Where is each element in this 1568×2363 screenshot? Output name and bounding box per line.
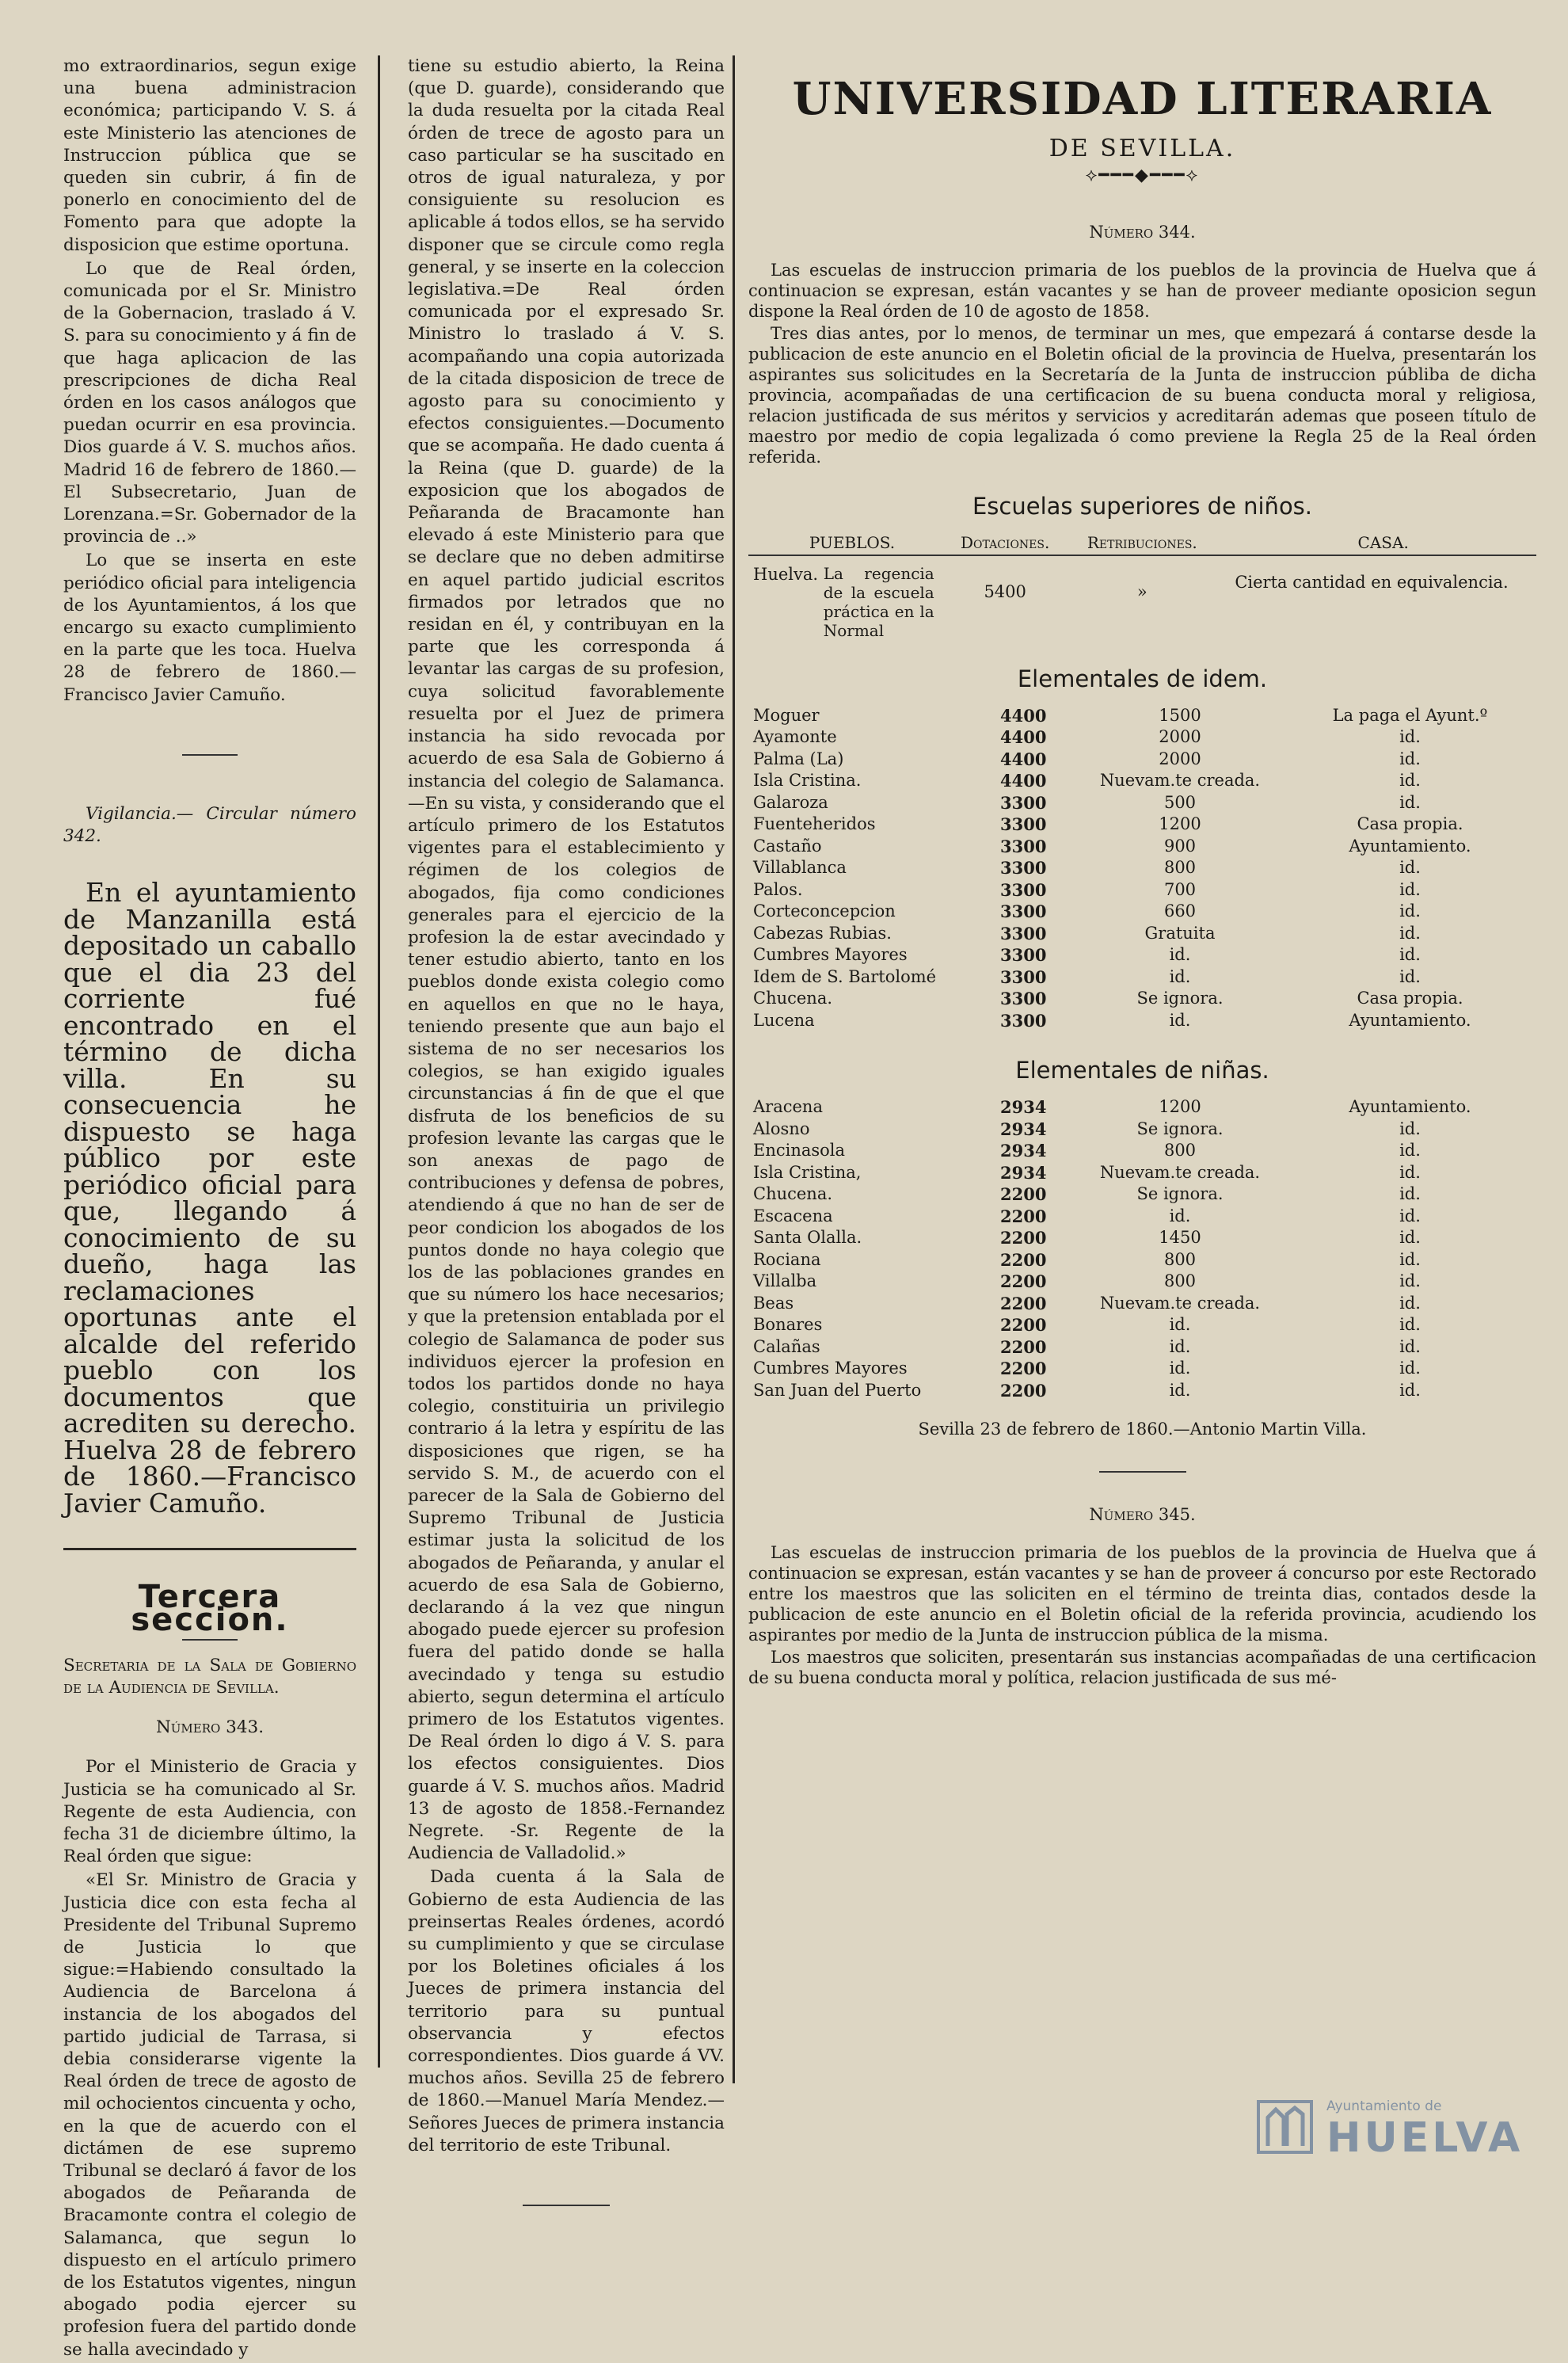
table-row [748, 1140, 1536, 1162]
town-name: Cumbres Mayores [753, 945, 908, 964]
cell-retribucion: id. [1169, 966, 1191, 986]
cell-casa: Cierta cantidad en equivalencia. [1235, 572, 1509, 592]
town-name: Huelva. [753, 564, 819, 584]
cell-dotacion: 4400 [1000, 727, 1047, 747]
cell-dotacion: 4400 [1000, 771, 1047, 791]
paragraph: Por el Ministerio de Gracia y Justicia se ha comunicado al Sr. Regente de esta Audiencia, con fecha 31 de diciembre último, la Real órden que sigue: [63, 1757, 356, 1867]
divider [523, 2205, 610, 2206]
notice-body: En el ayuntamiento de Manzanilla está depositado un caballo que el dia 23 del corriente fué encontrado en el término de dicha villa. En su consecuencia he dispuesto se haga público por este periódico oficial para que, llegando á conocimiento de su dueño, haga las reclamaciones oportunas ante el alcalde del referido pueblo con los documentos que acrediten su derecho. Huelva 28 de febrero de 1860.—Francisco Javier Camuño. [63, 877, 356, 1519]
cell-dotacion: 3300 [1000, 858, 1047, 878]
divider [63, 1548, 356, 1550]
table-title: Elementales de niñas. [1015, 1057, 1269, 1084]
table-title: Elementales de idem. [1017, 665, 1268, 692]
cell-casa: Casa propia. [1357, 989, 1463, 1008]
cell-retribucion: Nuevam.te creada. [1099, 771, 1261, 790]
table-row [748, 988, 1536, 1010]
cell-casa: id. [1399, 1315, 1421, 1334]
section-heading: Vigilancia.— Circular número 342. [63, 803, 356, 847]
town-name: Cumbres Mayores [753, 1359, 908, 1378]
paragraph: «El Sr. Ministro de Gracia y Justicia dice con esta fecha al Presidente del Tribunal Supremo de Justicia lo que sigue:=Habiendo consultado la Audiencia de Barcelona á instancia de los abogados del partido judicial de Tarrasa, si debia considerarse vigente la Real órden de trece de agosto de mil ochocientos cincuenta y ocho, en la que de acuerdo con el dictámen de ese supremo Tribunal se declaró á favor de los abogados de Peñaranda de Bracamonte contra el colegio de Salamanca, que segun lo dispuesto en el artículo primero de los Estatutos vigentes, ningun abogado podia ejercer su profesion fuera del partido donde se halla avecindado y [63, 1870, 356, 2360]
table-row [748, 1358, 1536, 1380]
table-row [748, 1096, 1536, 1119]
cell-dotacion: 2200 [1000, 1336, 1047, 1357]
cell-retribucion: 1500 [1159, 705, 1201, 725]
cell-retribucion: Gratuita [1144, 923, 1216, 943]
cell-retribucion: 700 [1163, 879, 1197, 899]
cell-retribucion: id. [1169, 1380, 1191, 1400]
cell-dotacion: 2200 [1000, 1206, 1047, 1226]
paragraph: mo extraordinarios, segun exige una buena administracion económica; participando V. S. á este Ministerio las atenciones de Instruccion pública que se queden sin cubrir, á fin de ponerlo en conocimiento del de Fomento para que adopte la disposicion que estime oportuna. [63, 56, 356, 255]
cell-dotacion: 2200 [1000, 1271, 1047, 1291]
cell-dotacion: 3300 [1000, 989, 1047, 1008]
cell-dotacion: 3300 [1000, 966, 1047, 987]
cell-dotacion: 3300 [1000, 879, 1047, 900]
town-name: Galaroza [753, 792, 828, 812]
cell-dotacion: 2200 [1000, 1315, 1047, 1335]
paragraph: tiene su estudio abierto, la Reina (que D. guarde), considerando que la duda resuelta por la citada Real órden de trece de agosto para un caso particular se ha suscitado en otros de igual naturaleza, y por consiguiente su resolucion es aplicable á todos ellos, se ha servido disponer que se circule como regla general, y se inserte en la coleccion legislativa.=De Real órden comunicada por el expresado Sr. Ministro lo traslado á V. S. acompañando una copia autorizada de la citada disposicion de trece de agosto para su conocimiento y efectos consiguientes.—Documento que se acompaña. He dado cuenta á la Reina (que D. guarde) de la exposicion que los abogados de Peñaranda de Bracamonte han elevado á este Ministerio para que se declare que no deben admitirse en aquel partido judicial escritos firmados por letrados que no residan en él, y contribuyan en la parte que les corresponda á levantar las cargas de su profesion, cuya solicitud favorablemente resuelta por el Juez de primera instancia ha sido revocada por acuerdo de esa Sala de Gobierno á instancia del colegio de Salamanca.—En su vista, y considerando que el artículo primero de los Estatutos vigentes para el establecimiento y régimen de los colegios de abogados, fija como condiciones generales para el ejercicio de la profesion la de estar avecindado y tener estudio abierto, tanto en los pueblos donde exista colegio como en aquellos en que no le haya, teniendo presente que aun bajo el sistema de no ser necesarios los colegios, se han exigido iguales circunstancias á fin de que el que disfruta de los beneficios de su profesion levante las cargas que le son anexas de pago de contribuciones y defensa de pobres, atendiendo á que no han de ser de peor condicion los abogados de los puntos donde no haya colegio que los de las poblaciones grandes en que su número los hace necesarios; y que la pretension entablada por el colegio de Salamanca de poder sus individuos ejercer la profesion en todos los partidos donde no haya colegio, constituiria un privilegio contrario á la letra y espíritu de las disposiciones que rigen, se ha servido S. M., de acuerdo con el parecer de la Sala de Gobierno del Supremo Tribunal de Justicia estimar justa la solicitud de los abogados de Peñaranda, y anular el acuerdo de esa Sala de Gobierno, declarando á la vez que ningun abogado puede ejercer su profesion fuera del patido donde se halla avecindado y tenga su estudio abierto, segun determina el artículo primero de los Estatutos vigentes. De Real órden lo digo á V. S. para los efectos consiguientes. Dios guarde á V. S. muchos años. Madrid 13 de agosto de 1858.-Fernandez Negrete. -Sr. Regente de la Audiencia de Valladolid.» [408, 56, 725, 1864]
cell-dotacion: 2200 [1000, 1184, 1047, 1204]
town-name: Fuenteheridos [753, 814, 876, 833]
cell-casa: id. [1399, 1359, 1421, 1378]
ninos-table [748, 705, 1536, 1032]
table-row [748, 1314, 1536, 1336]
cell-retribucion: id. [1169, 1206, 1191, 1225]
table-row [748, 901, 1536, 923]
section-title: Tercera seccion. [131, 1579, 289, 1638]
paragraph: Lo que de Real órden, comunicada por el Sr. Ministro de la Gobernacion, traslado á V. S. para su conocimiento y á fin de que haga aplicacion de las prescripciones de dicha Real órden en los casos análogos que puedan ocurrir en esa provincia. Dios guarde á V. S. muchos años. Madrid 16 de febrero de 1860.—El Subsecretario, Juan de Lorenzana.=Sr. Gobernador de la provincia de ..» [63, 258, 356, 547]
town-name: Beas [753, 1293, 794, 1313]
cell-retribucion: Se ignora. [1136, 989, 1224, 1008]
cell-casa: id. [1399, 945, 1421, 964]
cell-casa: Ayuntamiento. [1349, 1097, 1471, 1116]
column-header: PUEBLOS. [809, 533, 896, 552]
cell-casa: id. [1399, 771, 1421, 790]
item-number: Número 343. [155, 1717, 265, 1738]
cell-retribucion: Se ignora. [1136, 1119, 1224, 1138]
table-row [748, 770, 1536, 792]
cell-dotacion: 3300 [1000, 923, 1047, 943]
cell-retribucion: 2000 [1159, 749, 1201, 768]
cell-dotacion: 2200 [1000, 1359, 1047, 1378]
cell-dotacion: 2200 [1000, 1293, 1047, 1313]
town-name: Santa Olalla. [753, 1228, 862, 1247]
divider [182, 754, 238, 756]
cell-casa: id. [1399, 1380, 1421, 1400]
cell-retribucion: 660 [1163, 901, 1197, 920]
cell-casa: id. [1399, 901, 1421, 920]
cell-casa: id. [1399, 1293, 1421, 1313]
table-row [748, 564, 956, 640]
paragraph: Las escuelas de instruccion primaria de los pueblos de la provincia de Huelva que á continuacion se expresan, están vacantes y se han de proveer mediante oposicion segun dispone la Real órden de 10 de agosto de 1858. [748, 261, 1536, 321]
cell-retribucion: id. [1169, 1315, 1191, 1334]
paragraph: Los maestros que soliciten, presentarán sus instancias acompañadas de una certificacion de su buena conducta moral y política, relacion justificada de sus mé- [748, 1648, 1536, 1687]
watermark-title: HUELVA [1326, 2114, 1524, 2162]
table-row [748, 726, 1536, 749]
cell-retribucion: id. [1169, 945, 1191, 964]
town-name: Moguer [753, 705, 820, 725]
divider [1099, 1471, 1186, 1473]
cell-dotacion: 3300 [1000, 836, 1047, 856]
table-row [748, 836, 1536, 858]
cell-casa: La paga el Ayunt.º [1332, 705, 1488, 725]
cell-dotacion: 2934 [1000, 1097, 1047, 1117]
cell-dotacion: 3300 [1000, 945, 1047, 965]
cell-dotacion: 3300 [1000, 901, 1047, 921]
cell-retribucion: » [1136, 581, 1147, 601]
section-heading: Secretaria de la Sala de Gobierno de la Audiencia de Sevilla. [63, 1655, 356, 1698]
table-row [748, 944, 1536, 966]
cell-casa: id. [1399, 1228, 1421, 1247]
town-name: San Juan del Puerto [753, 1380, 922, 1400]
paragraph: Tres dias antes, por lo menos, de terminar un mes, que empezará á contarse desde la publicacion de este anuncio en el Boletin oficial de la provincia de Huelva, presentarán los aspirantes sus solicitudes en la Secretaría de la Junta de instruccion públiba de dicha provincia, acompañadas de una certificacion de su buena conducta moral y religiosa, relacion justificada de sus méritos y servicios y acreditarán ademas que poseen título de maestro por medio de copia legalizada ó como previene la Regla 25 de la Real órden referida. [748, 324, 1536, 467]
cell-dotacion: 3300 [1000, 792, 1047, 813]
paragraph: Las escuelas de instruccion primaria de los pueblos de la provincia de Huelva que á continuacion se expresan, están vacantes y se han de proveer á concurso por este Rectorado entre los maestros que las soliciten en el término de treinta dias, contados desde la publicacion de este anuncio en el Boletin oficial de la referida provincia, acudiendo los aspirantes por medio de la Junta de instruccion pública de la misma. [748, 1543, 1536, 1645]
cell-casa: Ayuntamiento. [1349, 836, 1471, 856]
cell-casa: Ayuntamiento. [1349, 1010, 1471, 1030]
watermark [1247, 2095, 1548, 2162]
paragraph: Lo que se inserta en este periódico oficial para inteligencia de los Ayuntamientos, á los que encargo su exacto cumplimiento en la parte que les toca. Huelva 28 de febrero de 1860.—Francisco Javier Camuño. [63, 551, 356, 705]
cell-retribucion: 800 [1163, 1141, 1197, 1160]
cell-casa: id. [1399, 1162, 1421, 1182]
town-name: Palma (La) [753, 749, 844, 768]
table-row [748, 814, 1536, 836]
cell-retribucion: id. [1169, 1336, 1191, 1356]
cell-dotacion: 5400 [984, 581, 1026, 601]
table-row [748, 1249, 1536, 1271]
cell-casa: id. [1399, 1184, 1421, 1203]
cell-dotacion: 3300 [1000, 1010, 1047, 1031]
cell-casa: id. [1399, 727, 1421, 746]
town-name: Rociana [753, 1249, 821, 1269]
cell-retribucion: 1200 [1159, 1097, 1201, 1116]
cell-casa: id. [1399, 858, 1421, 877]
table-row [748, 705, 1536, 727]
town-name: Villalba [753, 1271, 817, 1290]
table-row [748, 1227, 1536, 1249]
table-row [748, 1336, 1536, 1359]
cell-dotacion: 3300 [1000, 814, 1047, 834]
paragraph: Dada cuenta á la Sala de Gobierno de esta Audiencia de las preinsertas Reales órdenes, acordó su cumplimiento y que se circulase por los Boletines oficiales á los Jueces de primera instancia del territorio para su puntual observancia y efectos correspondientes. Dios guarde á VV. muchos años. Sevilla 25 de febrero de 1860.—Manuel María Mendez.—Señores Jueces de primera instancia del territorio de este Tribunal. [408, 1867, 725, 2155]
cell-retribucion: 900 [1163, 836, 1197, 856]
town-description: La regencia de la escuela práctica en la Normal [823, 563, 934, 640]
cell-retribucion: 2000 [1159, 727, 1201, 746]
town-name: Bonares [753, 1315, 823, 1334]
column-2 [408, 55, 725, 2220]
cell-retribucion: id. [1169, 1010, 1191, 1030]
town-name: Lucena [753, 1010, 815, 1030]
shield-icon [1255, 2098, 1315, 2155]
column-rule [378, 55, 380, 2068]
cell-retribucion: 500 [1163, 792, 1197, 812]
cell-dotacion: 2934 [1000, 1119, 1047, 1139]
cell-dotacion: 4400 [1000, 749, 1047, 769]
cell-retribucion: 800 [1163, 1249, 1197, 1269]
town-name: Corteconcepcion [753, 901, 896, 920]
cell-retribucion: 800 [1163, 1271, 1197, 1290]
table-row [748, 1162, 1536, 1184]
town-name: Cabezas Rubias. [753, 923, 892, 943]
superiores-table [748, 532, 1536, 640]
column-1 [63, 55, 356, 2363]
cell-retribucion: 800 [1163, 858, 1197, 877]
page-title: UNIVERSIDAD LITERARIA [792, 73, 1493, 125]
town-name: Calañas [753, 1336, 820, 1356]
cell-dotacion: 2200 [1000, 1380, 1047, 1401]
cell-casa: id. [1399, 1119, 1421, 1138]
cell-casa: id. [1399, 749, 1421, 768]
cell-retribucion: 1450 [1159, 1228, 1201, 1247]
column-rule [733, 55, 735, 2083]
cell-casa: Casa propia. [1357, 814, 1463, 833]
town-name: Isla Cristina. [753, 771, 862, 790]
column-header: Retribuciones. [1087, 533, 1197, 552]
town-name: Idem de S. Bartolomé [753, 966, 937, 986]
table-row [748, 1206, 1536, 1228]
table-row [748, 1119, 1536, 1141]
cell-retribucion: Se ignora. [1136, 1184, 1224, 1203]
cell-casa: id. [1399, 1141, 1421, 1160]
cell-dotacion: 2200 [1000, 1228, 1047, 1248]
cell-casa: id. [1399, 1206, 1421, 1225]
cell-retribucion: 1200 [1159, 814, 1201, 833]
town-name: Encinasola [753, 1141, 846, 1160]
page-subtitle: DE SEVILLA. [1049, 135, 1236, 162]
divider [182, 1639, 238, 1641]
town-name: Palos. [753, 879, 803, 899]
cell-dotacion: 4400 [1000, 705, 1047, 726]
table-title: Escuelas superiores de niños. [972, 493, 1313, 520]
cell-casa: id. [1399, 1271, 1421, 1290]
cell-casa: id. [1399, 923, 1421, 943]
town-name: Alosno [753, 1119, 810, 1138]
table-row [748, 1380, 1536, 1402]
watermark-line: Ayuntamiento de [1326, 2098, 1442, 2114]
cell-dotacion: 2200 [1000, 1249, 1047, 1270]
table-row [748, 879, 1536, 901]
ornament: ⟡━━━◆━━━⟡ [1085, 166, 1200, 185]
town-name: Aracena [753, 1097, 823, 1116]
cell-casa: id. [1399, 1336, 1421, 1356]
ninas-table [748, 1096, 1536, 1401]
table-row [748, 1293, 1536, 1315]
cell-retribucion: id. [1169, 1359, 1191, 1378]
table-row [748, 749, 1536, 771]
column-header: Dotaciones. [961, 533, 1050, 552]
table-row [748, 966, 1536, 989]
column-3 [748, 55, 1536, 1690]
cell-dotacion: 2934 [1000, 1141, 1047, 1161]
table-row [748, 792, 1536, 814]
signature-line: Sevilla 23 de febrero de 1860.—Antonio Martin Villa. [918, 1420, 1367, 1439]
table-row [748, 1010, 1536, 1032]
table-row [748, 923, 1536, 945]
cell-casa: id. [1399, 1249, 1421, 1269]
cell-casa: id. [1399, 792, 1421, 812]
cell-retribucion: Nuevam.te creada. [1099, 1162, 1261, 1182]
cell-retribucion: Nuevam.te creada. [1099, 1293, 1261, 1313]
town-name: Escacena [753, 1206, 833, 1225]
cell-dotacion: 2934 [1000, 1162, 1047, 1183]
item-number: Número 345. [1089, 1505, 1196, 1524]
cell-casa: id. [1399, 966, 1421, 986]
town-name: Isla Cristina, [753, 1162, 862, 1182]
item-number: Número 344. [1089, 223, 1196, 242]
cell-casa: id. [1399, 879, 1421, 899]
table-row [748, 1271, 1536, 1293]
column-header: CASA. [1357, 533, 1409, 552]
town-name: Villablanca [753, 858, 847, 877]
table-row [748, 1183, 1536, 1206]
town-name: Chucena. [753, 1184, 833, 1203]
table-row [748, 857, 1536, 879]
town-name: Ayamonte [753, 727, 837, 746]
town-name: Castaño [753, 836, 822, 856]
town-name: Chucena. [753, 989, 833, 1008]
